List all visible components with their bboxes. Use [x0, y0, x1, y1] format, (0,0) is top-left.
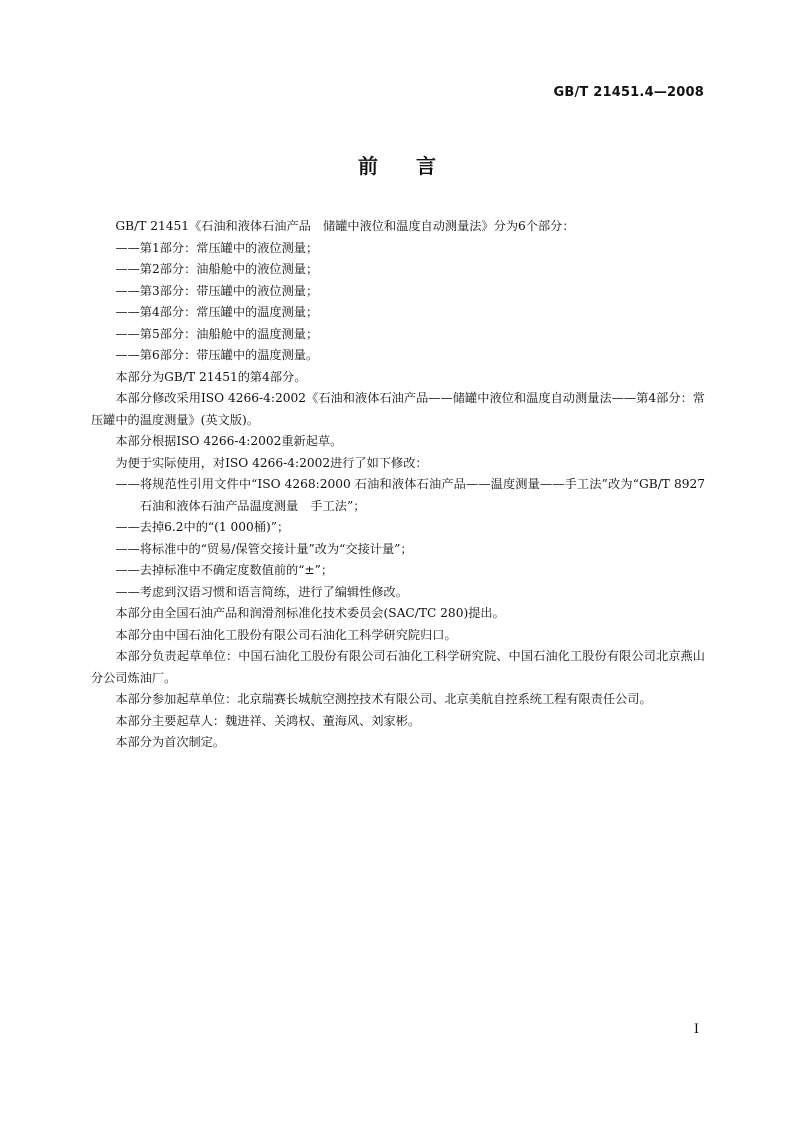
- foreword-body: [91, 216, 718, 754]
- list-item: ——第1部分：常压罐中的液位测量；: [115, 240, 319, 255]
- paragraph: 本部分主要起草人：魏进祥、关鸿权、董海风、刘家彬。: [115, 713, 421, 728]
- standard-code: GB/T 21451.4—2008: [553, 85, 704, 100]
- paragraph: GB/T 21451《石油和液体石油产品 储罐中液位和温度自动测量法》分为6个部分：: [115, 219, 575, 233]
- list-item: ——第6部分：带压罐中的温度测量。: [115, 348, 319, 362]
- paragraph: 本部分由全国石油产品和润滑剂标准化技术委员会(SAC/TC 280)提出。: [115, 606, 505, 620]
- list-item: ——第2部分：油船舱中的液位测量；: [115, 262, 319, 276]
- list-item: ——考虑到汉语习惯和语言简练，进行了编辑性修改。: [115, 584, 408, 599]
- list-item: ——第5部分：油船舱中的温度测量；: [115, 326, 319, 341]
- page-number: I: [693, 1022, 699, 1037]
- paragraph: 本部分根据ISO 4266-4:2002重新起草。: [115, 434, 343, 448]
- list-item: ——去掉标准中不确定度数值前的“±”；: [115, 563, 334, 577]
- list-item: ——第3部分：带压罐中的液位测量；: [115, 283, 319, 298]
- list-item: ——将规范性引用文件中“ISO 4268:2000 石油和液体石油产品——温度测量——手工法”改为“GB/T 8927 石油和液体石油产品温度测量 手工法”；: [115, 477, 718, 513]
- paragraph: 本部分由中国石油化工股份有限公司石油化工科学研究院归口。: [115, 627, 457, 642]
- paragraph: 本部分负责起草单位：中国石油化工股份有限公司石油化工科学研究院、中国石油化工股份有限公司北京燕山分公司炼油厂。: [91, 649, 705, 685]
- page-title: 前言: [358, 154, 474, 178]
- paragraph: 为便于实际使用，对ISO 4266-4:2002进行了如下修改：: [115, 455, 428, 470]
- list-item: ——去掉6.2中的“(1 000桶)”；: [115, 520, 290, 534]
- paragraph: 本部分为首次制定。: [115, 735, 226, 749]
- paragraph: 本部分参加起草单位：北京瑞赛长城航空测控技术有限公司、北京美航自控系统工程有限责任公司。: [115, 692, 652, 706]
- list-item: ——第4部分：常压罐中的温度测量；: [115, 305, 319, 319]
- paragraph: 本部分为GB/T 21451的第4部分。: [115, 369, 307, 384]
- paragraph: 本部分修改采用ISO 4266-4:2002《石油和液体石油产品——储罐中液位和温度自动测量法——第4部分：常压罐中的温度测量》(英文版)。: [91, 391, 705, 427]
- list-item: ——将标准中的“贸易/保管交接计量”改为“交接计量”；: [115, 541, 413, 556]
